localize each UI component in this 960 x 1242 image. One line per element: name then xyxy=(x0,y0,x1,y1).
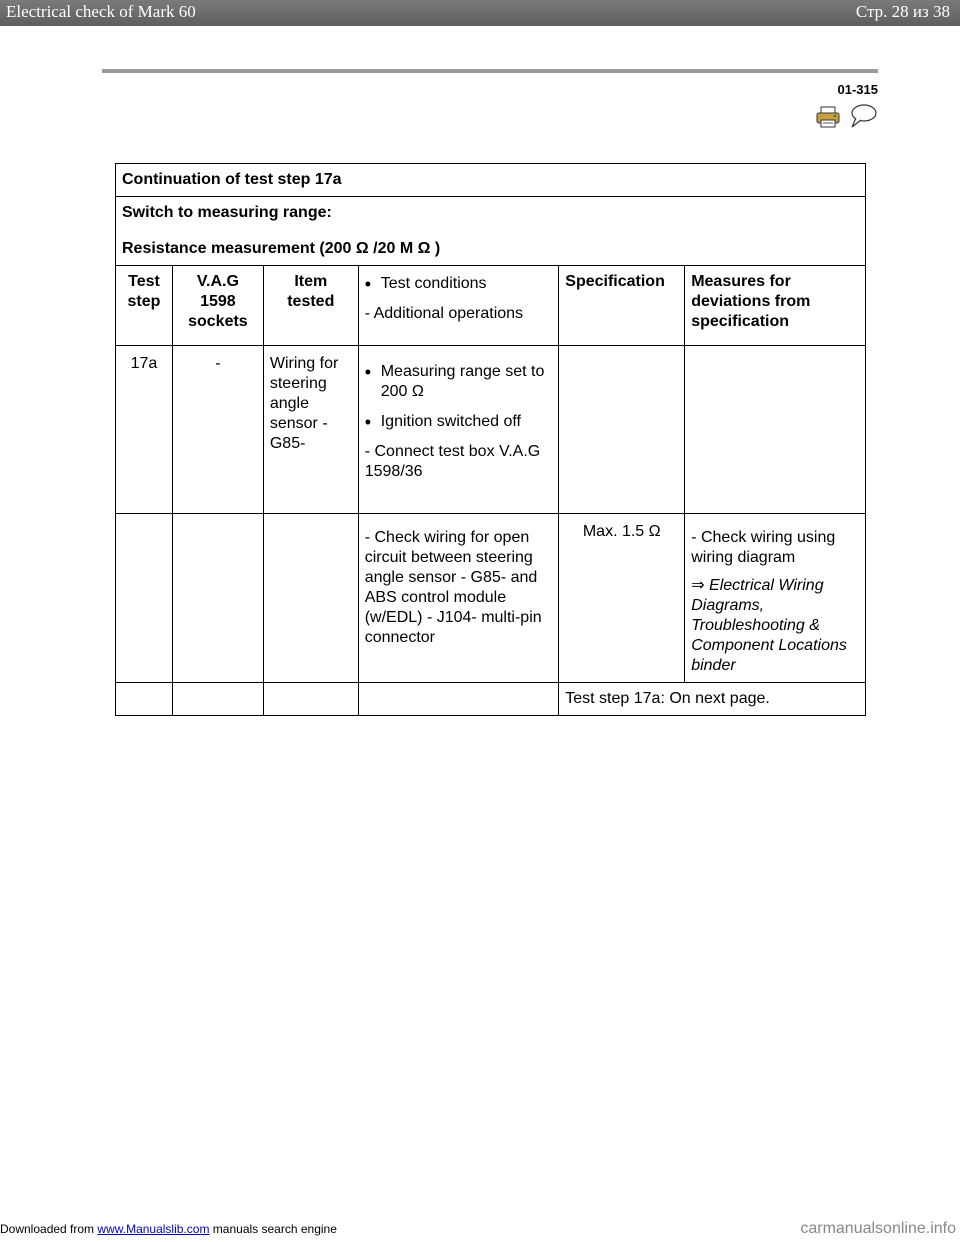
header-specification: Specification xyxy=(559,266,685,346)
cell-specification-value: Max. 1.5 Ω xyxy=(559,514,685,683)
cell-measures xyxy=(685,514,866,683)
download-footer: Downloaded from www.Manualslib.com manuals search engine xyxy=(0,1222,337,1236)
switch-label: Switch to measuring range: xyxy=(122,204,332,221)
cell-measures-empty xyxy=(685,346,866,514)
cell-check-operation: - Check wiring for open circuit between steering angle sensor - G85- and ABS control module (w/EDL) - J104- multi-pin connector xyxy=(358,514,559,683)
title-bar xyxy=(0,0,960,26)
cell-empty xyxy=(263,514,358,683)
table-row xyxy=(116,514,866,683)
header-measures: Measures for deviations from specification xyxy=(685,266,866,346)
cell-empty xyxy=(116,683,173,716)
list-item: • Test conditions xyxy=(364,274,487,294)
range-cell xyxy=(116,197,866,266)
cell-conditions xyxy=(358,346,559,514)
table-title: Continuation of test step 17a xyxy=(116,164,866,197)
page-indicator: Стр. 28 из 38 xyxy=(855,2,950,21)
bullet-icon: • xyxy=(364,362,372,382)
cell-empty xyxy=(172,514,263,683)
page-code: 01-315 xyxy=(837,82,878,97)
range-row xyxy=(116,197,866,266)
watermark: carmanualsonline.info xyxy=(800,1220,956,1237)
test-table xyxy=(115,163,866,716)
header-rule xyxy=(102,69,878,73)
cell-empty xyxy=(263,683,358,716)
header-item-tested: Item tested xyxy=(263,266,358,346)
connect-operation: - Connect test box V.A.G 1598/36 xyxy=(364,443,541,480)
cell-vag: - xyxy=(172,346,263,514)
document-title: Electrical check of Mark 60 xyxy=(6,2,196,21)
range-label: Resistance measurement (200 Ω /20 M Ω ) xyxy=(122,240,441,257)
wiring-diagram-link[interactable]: ⇒ Electrical Wiring Diagrams, Troubleshooting & Component Locations binder xyxy=(691,577,847,674)
header-row xyxy=(116,266,866,346)
measure-text: - Check wiring using wiring diagram xyxy=(691,529,836,566)
bullet-icon: • xyxy=(364,412,372,432)
header-additional-ops: - Additional operations xyxy=(364,305,524,322)
cell-step: 17a xyxy=(116,346,173,514)
speech-bubble-icon[interactable] xyxy=(848,103,878,129)
printer-icon[interactable] xyxy=(816,106,840,128)
bullet-icon: • xyxy=(364,274,372,294)
header-conditions xyxy=(358,266,559,346)
header-test-step: Test step xyxy=(116,266,173,346)
cell-empty xyxy=(358,683,559,716)
next-page-note: Test step 17a: On next page. xyxy=(559,683,866,716)
table-row xyxy=(116,346,866,514)
cell-empty xyxy=(172,683,263,716)
header-vag-sockets: V.A.G 1598 sockets xyxy=(172,266,263,346)
table-title-row xyxy=(116,164,866,197)
cell-empty xyxy=(116,514,173,683)
cell-item: Wiring for steering angle sensor - G85- xyxy=(263,346,358,514)
list-item: • Measuring range set to 200 Ω xyxy=(364,362,545,400)
manualslib-link[interactable]: www.Manualslib.com xyxy=(97,1222,210,1236)
list-item: • Ignition switched off xyxy=(364,412,521,432)
cell-spec-empty xyxy=(559,346,685,514)
table-row xyxy=(116,683,866,716)
